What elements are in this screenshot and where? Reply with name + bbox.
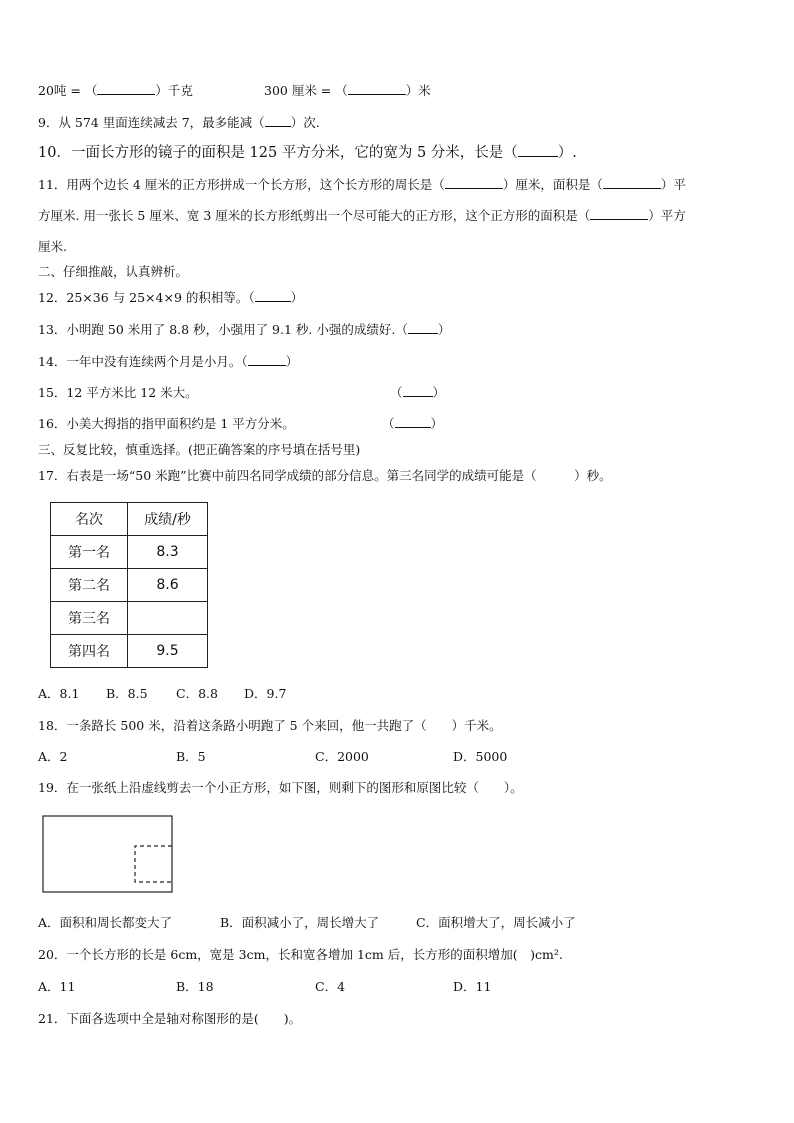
q15-paren-close: ） [432,385,446,400]
answer-blank[interactable] [348,82,406,95]
table-cell: 第三名 [51,602,128,635]
rectangle-cut-figure [42,815,176,895]
section-3-title: 三、反复比较，慎重选择。(把正确答案的序号填在括号里) [38,442,361,457]
table-cell: 第二名 [51,569,128,602]
q11-text-4: 方厘米. 用一张长 5 厘米、宽 3 厘米的长方形纸剪出一个尽可能大的正方形，这个正方形的面积是（ [38,208,591,223]
answer-blank[interactable] [445,176,503,189]
score-table [50,502,208,668]
section-2-title: 二、仔细推敲，认真辨析。 [38,264,189,279]
table-cell: 8.3 [128,536,208,569]
option-b[interactable]: B．18 [176,979,214,994]
q16-paren-open: （ [382,416,395,431]
q16-paren-close: ） [430,416,444,431]
q16-answer [382,415,443,433]
table-cell: 第四名 [51,635,128,668]
q13-suffix: ） [437,322,451,337]
table-cell: 第一名 [51,536,128,569]
table-row [51,635,208,668]
q12-suffix: ） [290,290,304,305]
table-cell: 9.5 [128,635,208,668]
q13-text: 13．小明跑 50 米用了 8.8 秒，小强用了 9.1 秒. 小强的成绩好.（ [38,322,408,337]
q8-right [264,82,431,100]
option-d[interactable]: D．5000 [453,749,508,764]
q17-text: 17．右表是一场“50 米跑”比赛中前四名同学成绩的部分信息。第三名同学的成绩可能是（ ）秒。 [38,468,612,483]
q9-text: 9．从 574 里面连续减去 7，最多能减（ [38,115,265,130]
q8-left-prefix: 20吨 = （ [38,83,98,98]
option-c[interactable]: C．面积增大了，周长减小了 [416,915,576,930]
table-header-row [51,503,208,536]
q8-left [38,82,193,100]
answer-blank[interactable] [590,207,648,220]
answer-blank[interactable] [408,321,438,334]
answer-blank[interactable] [255,289,291,302]
question-10 [38,144,577,162]
answer-blank[interactable] [395,415,431,428]
table-row [51,602,208,635]
option-a[interactable]: A．8.1 [38,686,80,701]
q15-text: 15．12 平方米比 12 米大。 [38,385,198,400]
option-c[interactable]: C．8.8 [176,686,218,701]
table-row [51,536,208,569]
table-cell [128,602,208,635]
answer-blank[interactable] [97,82,155,95]
q11-text-2: ）厘米，面积是（ [502,177,603,192]
q11-text-6: 厘米. [38,239,67,254]
question-9 [38,114,320,132]
option-c[interactable]: C．4 [315,979,346,994]
q14-suffix: ） [285,354,299,369]
option-d[interactable]: D．9.7 [244,686,287,701]
table-header-cell: 名次 [51,503,128,536]
q15-paren-open: （ [390,385,403,400]
section-2-heading [38,263,188,281]
option-c[interactable]: C．2000 [315,749,369,764]
question-14 [38,353,298,371]
option-d[interactable]: D．11 [453,979,492,994]
question-11-line-3 [38,238,67,256]
question-16 [38,415,444,433]
option-a[interactable]: A．11 [38,979,76,994]
q8-left-suffix: ）千克 [155,83,193,98]
q21-text: 21．下面各选项中全是轴对称图形的是( )。 [38,1011,302,1026]
answer-blank[interactable] [265,114,291,127]
q20-text: 20．一个长方形的长是 6cm，宽是 3cm，长和宽各增加 1cm 后，长方形的面积增加( )cm². [38,947,563,962]
question-19 [38,779,523,797]
q16-text: 16．小美大拇指的指甲面积约是 1 平方分米。 [38,416,295,431]
question-11-line-1 [38,176,686,194]
option-b[interactable]: B．5 [176,749,206,764]
q14-text: 14．一年中没有连续两个月是小月。（ [38,354,248,369]
question-13 [38,321,450,339]
q8-right-prefix: 300 厘米 = （ [264,83,348,98]
q19-text: 19．在一张纸上沿虚线剪去一个小正方形，如下图，则剩下的图形和原图比较（ ）。 [38,780,523,795]
question-15 [38,384,446,402]
q10-text: 10．一面长方形的镜子的面积是 125 平方分米，它的宽为 5 分米，长是（ [38,145,518,161]
option-a[interactable]: A．面积和周长都变大了 [38,915,173,930]
question-20 [38,946,563,964]
answer-blank[interactable] [248,353,286,366]
q11-text-3: ）平 [660,177,686,192]
q10-suffix: ）. [557,145,577,161]
section-3-heading [38,441,360,459]
q11-text-5: ）平方 [648,208,686,223]
question-11-line-2 [38,207,686,225]
option-b[interactable]: B．8.5 [106,686,148,701]
table-row [51,569,208,602]
q18-text: 18．一条路长 500 米，沿着这条路小明跑了 5 个来回，他一共跑了（ ）千米。 [38,718,502,733]
q9-suffix: ）次. [290,115,320,130]
answer-blank[interactable] [603,176,661,189]
q12-text: 12．25×36 与 25×4×9 的积相等。（ [38,290,255,305]
dashed-cut-square [135,846,172,882]
answer-blank[interactable] [518,144,558,157]
table-cell: 8.6 [128,569,208,602]
table-header-cell: 成绩/秒 [128,503,208,536]
option-a[interactable]: A．2 [38,749,68,764]
rectangle-outline [43,816,172,892]
q8-right-suffix: ）米 [405,83,431,98]
answer-blank[interactable] [403,384,433,397]
option-b[interactable]: B．面积减小了，周长增大了 [220,915,380,930]
question-12 [38,289,303,307]
question-18 [38,717,502,735]
question-21 [38,1010,301,1028]
q15-answer [390,384,445,402]
q11-text-1: 11．用两个边长 4 厘米的正方形拼成一个长方形，这个长方形的周长是（ [38,177,445,192]
question-17 [38,467,612,485]
